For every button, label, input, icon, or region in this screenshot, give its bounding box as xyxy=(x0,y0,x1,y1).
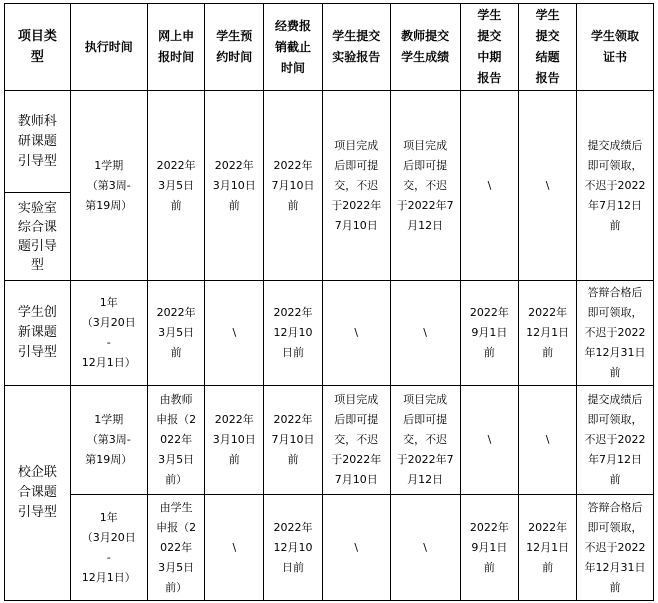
cell-certificate: 答辩合格后 即可领取， 不迟于2022 年12月31日 前 xyxy=(576,281,653,386)
cell-expense-deadline: 2022年 12月10 日前 xyxy=(264,281,323,386)
table-row xyxy=(5,91,654,193)
header-project-type: 项目类 型 xyxy=(5,4,71,91)
cell-student-booking: \ xyxy=(205,281,264,386)
cell-online-apply: 2022年 3月5日 前 xyxy=(147,281,205,386)
header-midterm-report: 学生 提交 中期 报告 xyxy=(460,4,519,91)
cell-online-apply: 由学生 申报（2 022年 3月5日 前） xyxy=(147,495,205,601)
cell-student-booking: 2022年 3月10日 前 xyxy=(205,386,264,495)
cell-teacher-grade: \ xyxy=(390,281,460,386)
table-row xyxy=(5,495,654,601)
table-row xyxy=(5,386,654,495)
cell-teacher-grade: 项目完成 后即可提 交，不迟 于2022年7 月12日 xyxy=(390,386,460,495)
cell-submit-report: \ xyxy=(322,495,390,601)
type-lab-comprehensive: 实验室 综合课 题引导 型 xyxy=(5,193,71,281)
table-row xyxy=(5,281,654,386)
cell-exec-time: 1年 （3月20日 - 12月1日） xyxy=(70,495,147,601)
cell-certificate: 提交成绩后 即可领取， 不迟于2022 年7月12日 前 xyxy=(576,386,653,495)
cell-student-booking: \ xyxy=(205,495,264,601)
cell-teacher-grade: 项目完成 后即可提 交，不迟 于2022年7 月12日 xyxy=(390,91,460,281)
cell-certificate: 提交成绩后 即可领取， 不迟于2022 年7月12日 前 xyxy=(576,91,653,281)
cell-midterm-report: \ xyxy=(460,91,519,281)
cell-online-apply: 由教师 申报（2 022年 3月5日 前） xyxy=(147,386,205,495)
cell-teacher-grade: \ xyxy=(390,495,460,601)
cell-exec-time: 1学期 （第3周- 第19周） xyxy=(70,386,147,495)
type-teacher-research: 教师科 研课题 引导型 xyxy=(5,91,71,193)
cell-expense-deadline: 2022年 7月10日 前 xyxy=(264,91,323,281)
header-expense-deadline: 经费报 销截止 时间 xyxy=(264,4,323,91)
header-row xyxy=(5,4,654,91)
cell-midterm-report: 2022年 9月1日 前 xyxy=(460,495,519,601)
header-exec-time: 执行时间 xyxy=(70,4,147,91)
header-certificate: 学生领取 证书 xyxy=(576,4,653,91)
header-teacher-grade: 教师提交 学生成绩 xyxy=(390,4,460,91)
type-student-innovation: 学生创 新课题 引导型 xyxy=(5,281,71,386)
cell-submit-report: 项目完成 后即可提 交，不迟 于2022年 7月10日 xyxy=(322,386,390,495)
cell-exec-time: 1学期 （第3周- 第19周） xyxy=(70,91,147,281)
cell-final-report: 2022年 12月1日 前 xyxy=(519,495,577,601)
cell-final-report: \ xyxy=(519,91,577,281)
cell-student-booking: 2022年 3月10日 前 xyxy=(205,91,264,281)
type-school-enterprise: 校企联 合课题 引导型 xyxy=(5,386,71,601)
cell-online-apply: 2022年 3月5日 前 xyxy=(147,91,205,281)
cell-certificate: 答辩合格后 即可领取， 不迟于2022 年12月31日 前 xyxy=(576,495,653,601)
header-submit-report: 学生提交 实验报告 xyxy=(322,4,390,91)
cell-final-report: 2022年 12月1日 前 xyxy=(519,281,577,386)
cell-submit-report: \ xyxy=(322,281,390,386)
cell-midterm-report: 2022年 9月1日 前 xyxy=(460,281,519,386)
cell-midterm-report: \ xyxy=(460,386,519,495)
cell-final-report: \ xyxy=(519,386,577,495)
header-student-booking: 学生预 约时间 xyxy=(205,4,264,91)
header-final-report: 学生 提交 结题 报告 xyxy=(519,4,577,91)
cell-submit-report: 项目完成 后即可提 交，不迟 于2022年 7月10日 xyxy=(322,91,390,281)
cell-expense-deadline: 2022年 7月10日 前 xyxy=(264,386,323,495)
cell-exec-time: 1年 （3月20日 - 12月1日） xyxy=(70,281,147,386)
cell-expense-deadline: 2022年 12月10 日前 xyxy=(264,495,323,601)
schedule-table xyxy=(4,3,654,601)
header-online-apply: 网上申 报时间 xyxy=(147,4,205,91)
